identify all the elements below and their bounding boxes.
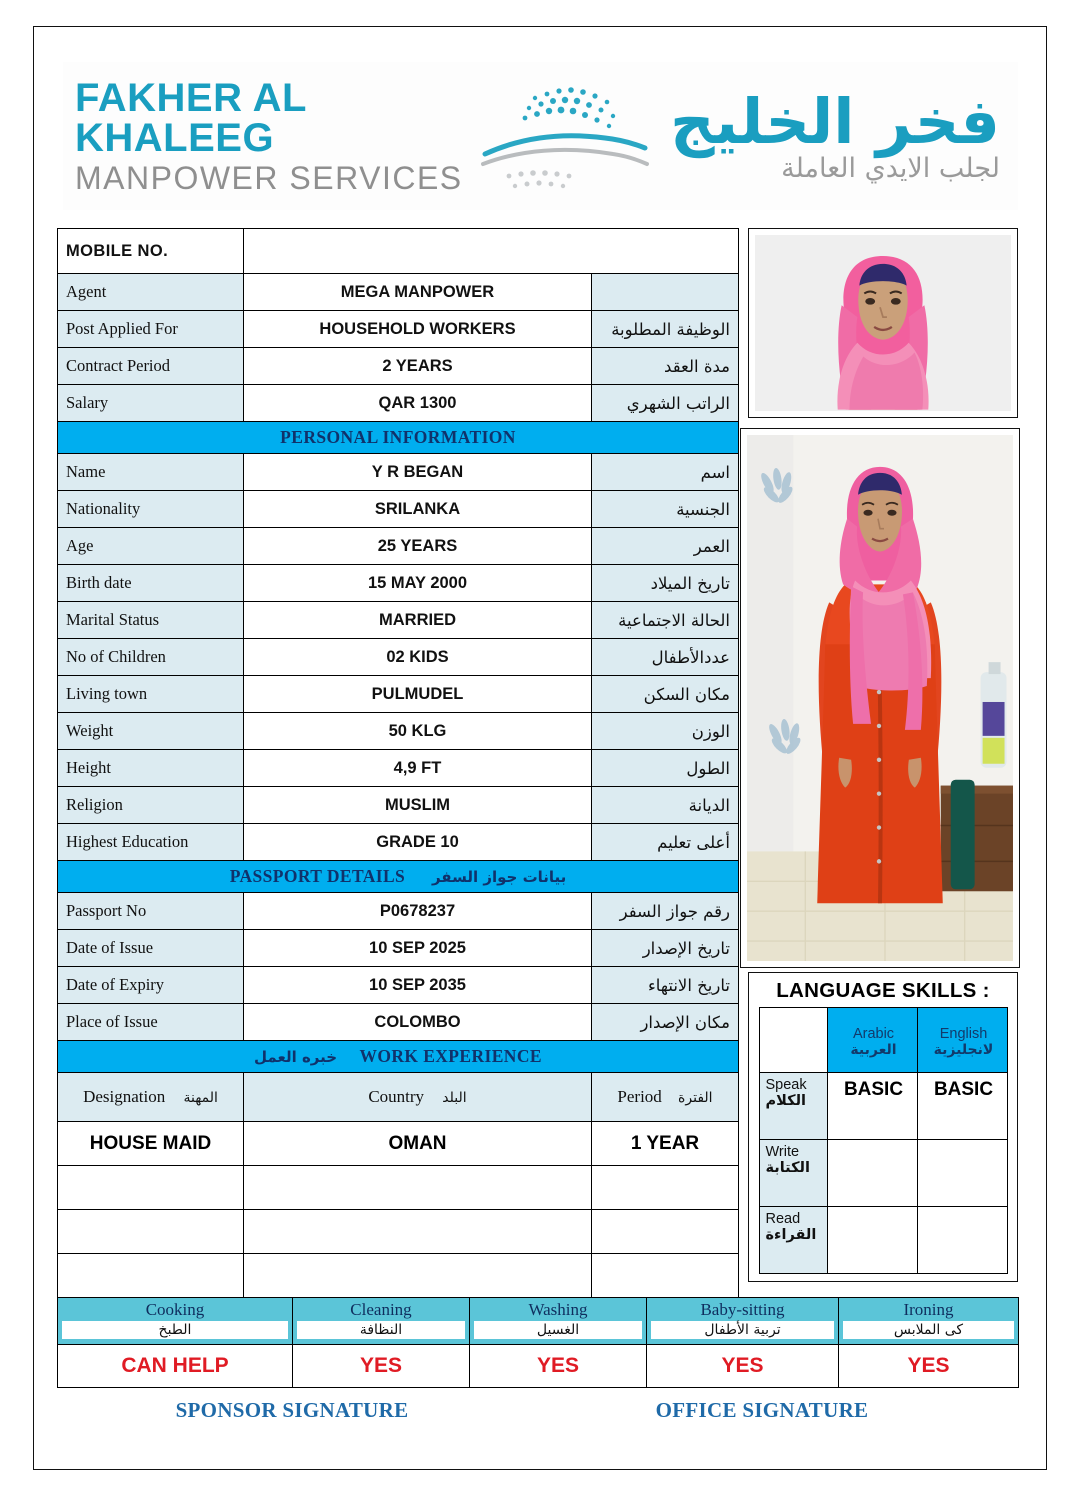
work-experience-column-headers [58,1073,739,1122]
language-row-speak-ar: الكلام [765,1093,806,1109]
row-arabic: مكان السكن [592,676,739,713]
language-col-english [917,1008,1007,1073]
household-skills-table [57,1297,1019,1388]
row-value: 2 YEARS [244,348,592,385]
language-row-read-ar: القراءة [765,1227,817,1243]
work-col-designation: Designation [83,1087,166,1106]
skill-header-ironing [839,1298,1019,1345]
row-label: Height [58,750,244,787]
skill-washing-en: Washing [528,1300,588,1319]
skills-value-row [58,1345,1019,1388]
row-value: PULMUDEL [244,676,592,713]
language-header-row [759,1008,1007,1073]
language-speak-arabic-level[interactable]: BASIC [827,1073,917,1140]
table-row [58,385,739,422]
work-col-designation-arabic: المهنة [183,1090,218,1106]
table-row [58,676,739,713]
work-country[interactable] [244,1166,592,1210]
skill-babysitting-ar: تربية الأطفال [651,1321,834,1339]
row-value: 10 SEP 2035 [244,967,592,1004]
language-col-english-ar: لانجليزية [933,1042,994,1058]
table-row [58,1004,739,1041]
row-arabic: الوزن [592,713,739,750]
row-value: MARRIED [244,602,592,639]
language-row-label-read [759,1207,827,1274]
language-col-arabic-en: Arabic [852,1026,895,1042]
row-arabic: الراتب الشهري [592,385,739,422]
row-label: Name [58,454,244,491]
language-write-arabic-level[interactable] [827,1140,917,1207]
row-arabic: الوظيفة المطلوبة [592,311,739,348]
logo-english [63,78,475,194]
section-header-label: PERSONAL INFORMATION [58,422,739,454]
row-label: Religion [58,787,244,824]
table-row [58,713,739,750]
mobile-no-value[interactable] [244,229,739,274]
row-label: Place of Issue [58,1004,244,1041]
sponsor-signature-label: SPONSOR SIGNATURE [175,1398,409,1422]
section-header-label-arabic: خبره العمل [254,1048,338,1066]
row-arabic: رقم جواز السفر [592,893,739,930]
skill-babysitting-en: Baby-sitting [700,1300,785,1319]
table-row [58,602,739,639]
table-row [58,348,739,385]
skill-value-cleaning: YES [293,1345,470,1388]
skill-washing-ar: الغسيل [474,1321,642,1339]
logo-swoosh-icon [475,76,650,196]
office-signature-label: OFFICE SIGNATURE [655,1398,869,1422]
skill-ironing-ar: كى الملابس [843,1321,1014,1339]
row-arabic: مكان الإصدار [592,1004,739,1041]
row-label: Date of Expiry [58,967,244,1004]
logo-arabic-line1: فخر الخليج [670,84,1000,158]
logo-english-line1: FAKHER AL KHALEEG [75,76,307,160]
skill-cooking-ar: الطبخ [62,1321,288,1339]
row-value: COLOMBO [244,1004,592,1041]
language-row-read [759,1207,1007,1274]
skill-cleaning-en: Cleaning [350,1300,412,1319]
work-designation[interactable] [58,1210,244,1254]
row-arabic: مدة العقد [592,348,739,385]
row-arabic: عددالأطفال [592,639,739,676]
table-row [58,528,739,565]
logo-english-line2: MANPOWER SERVICES [75,160,463,196]
language-skills-table [759,1007,1008,1274]
skill-header-baby-sitting [647,1298,839,1345]
logo-arabic [650,84,1018,184]
row-arabic: تاريخ الإصدار [592,930,739,967]
row-label: No of Children [58,639,244,676]
work-country[interactable] [244,1254,592,1298]
section-header-label: PASSPORT DETAILS [229,866,406,886]
company-logo-banner [63,62,1018,210]
work-country: OMAN [244,1122,592,1166]
table-row [58,491,739,528]
row-arabic: أعلى تعليم [592,824,739,861]
language-row-label-speak [759,1073,827,1140]
mobile-no-label: MOBILE NO. [58,229,244,274]
skill-value-baby-sitting: YES [647,1345,839,1388]
language-skills-panel [748,972,1018,1282]
work-experience-row [58,1122,739,1166]
row-arabic: الطول [592,750,739,787]
section-header-work-experience [58,1041,739,1073]
work-period: 1 YEAR [592,1122,739,1166]
row-label: Date of Issue [58,930,244,967]
table-row [58,787,739,824]
work-designation: HOUSE MAID [58,1122,244,1166]
skill-header-cooking [58,1298,293,1345]
row-value: MUSLIM [244,787,592,824]
work-period[interactable] [592,1210,739,1254]
row-label: Birth date [58,565,244,602]
table-row [58,454,739,491]
row-label: Passport No [58,893,244,930]
skill-cleaning-ar: النظافة [297,1321,465,1339]
row-label: Marital Status [58,602,244,639]
skill-value-washing: YES [470,1345,647,1388]
row-label: Salary [58,385,244,422]
row-value: GRADE 10 [244,824,592,861]
applicant-headshot-photo [748,228,1018,418]
row-value: 10 SEP 2025 [244,930,592,967]
language-row-write-ar: الكتابة [765,1160,810,1176]
row-arabic: الديانة [592,787,739,824]
language-speak-english-level[interactable]: BASIC [917,1073,1007,1140]
applicant-details-table [57,228,739,1298]
language-row-read-en: Read [765,1211,801,1227]
row-arabic [592,274,739,311]
table-row [58,639,739,676]
signature-area [57,1398,1018,1423]
row-value: 50 KLG [244,713,592,750]
work-col-country: Country [368,1087,425,1106]
row-value: HOUSEHOLD WORKERS [244,311,592,348]
work-designation[interactable] [58,1166,244,1210]
work-col-period: Period [617,1087,662,1106]
table-row [58,565,739,602]
logo-arabic-line2: لجلب الايدي العاملة [781,152,1000,184]
work-experience-row [58,1210,739,1254]
row-label: Agent [58,274,244,311]
skill-value-ironing: YES [839,1345,1019,1388]
table-row [58,967,739,1004]
work-period[interactable] [592,1166,739,1210]
row-label: Weight [58,713,244,750]
skills-header-row [58,1298,1019,1345]
language-row-write-en: Write [765,1144,800,1160]
row-arabic: العمر [592,528,739,565]
language-skills-title: LANGUAGE SKILLS : [776,979,990,1002]
language-read-arabic-level[interactable] [827,1207,917,1274]
language-row-label-write [759,1140,827,1207]
row-value-name: Y R BEGAN [244,454,592,491]
row-value: 4,9 FT [244,750,592,787]
language-corner-cell [759,1008,827,1073]
row-value: SRILANKA [244,491,592,528]
row-value: 02 KIDS [244,639,592,676]
table-row [58,824,739,861]
applicant-full-body-photo [740,428,1020,968]
skill-value-cooking: CAN HELP [58,1345,293,1388]
skill-ironing-en: Ironing [903,1300,954,1319]
table-row [58,750,739,787]
work-experience-row [58,1254,739,1298]
language-read-english-level[interactable] [917,1207,1007,1274]
row-label: Contract Period [58,348,244,385]
work-col-period-arabic: الفترة [678,1090,713,1106]
language-col-arabic-ar: العربية [850,1042,897,1058]
section-header-personal-information [58,422,739,454]
language-row-speak-en: Speak [765,1077,807,1093]
language-row-speak [759,1073,1007,1140]
row-arabic: تاريخ الانتهاء [592,967,739,1004]
section-header-label: WORK EXPERIENCE [359,1046,542,1066]
row-label: Nationality [58,491,244,528]
work-designation[interactable] [58,1254,244,1298]
table-row [58,274,739,311]
row-value-salary: QAR 1300 [244,385,592,422]
row-arabic: اسم [592,454,739,491]
work-col-country-arabic: البلد [442,1090,467,1106]
row-label: Age [58,528,244,565]
language-write-english-level[interactable] [917,1140,1007,1207]
skill-cooking-en: Cooking [145,1300,205,1319]
row-label: Highest Education [58,824,244,861]
row-arabic: الجنسية [592,491,739,528]
row-value: 15 MAY 2000 [244,565,592,602]
section-header-passport-details [58,861,739,893]
work-period[interactable] [592,1254,739,1298]
language-col-english-en: English [939,1026,988,1042]
language-row-write [759,1140,1007,1207]
table-row [58,893,739,930]
row-value-passport-no: P0678237 [244,893,592,930]
language-col-arabic [827,1008,917,1073]
row-label: Post Applied For [58,311,244,348]
skill-header-washing [470,1298,647,1345]
table-row-mobile [58,229,739,274]
work-experience-row [58,1166,739,1210]
row-value: 25 YEARS [244,528,592,565]
table-row [58,930,739,967]
row-arabic: الحالة الاجتماعية [592,602,739,639]
skill-header-cleaning [293,1298,470,1345]
row-label: Living town [58,676,244,713]
section-header-label-arabic: بيانات جواز السفر [431,868,567,886]
row-value: MEGA MANPOWER [244,274,592,311]
table-row [58,311,739,348]
row-arabic: تاريخ الميلاد [592,565,739,602]
work-country[interactable] [244,1210,592,1254]
